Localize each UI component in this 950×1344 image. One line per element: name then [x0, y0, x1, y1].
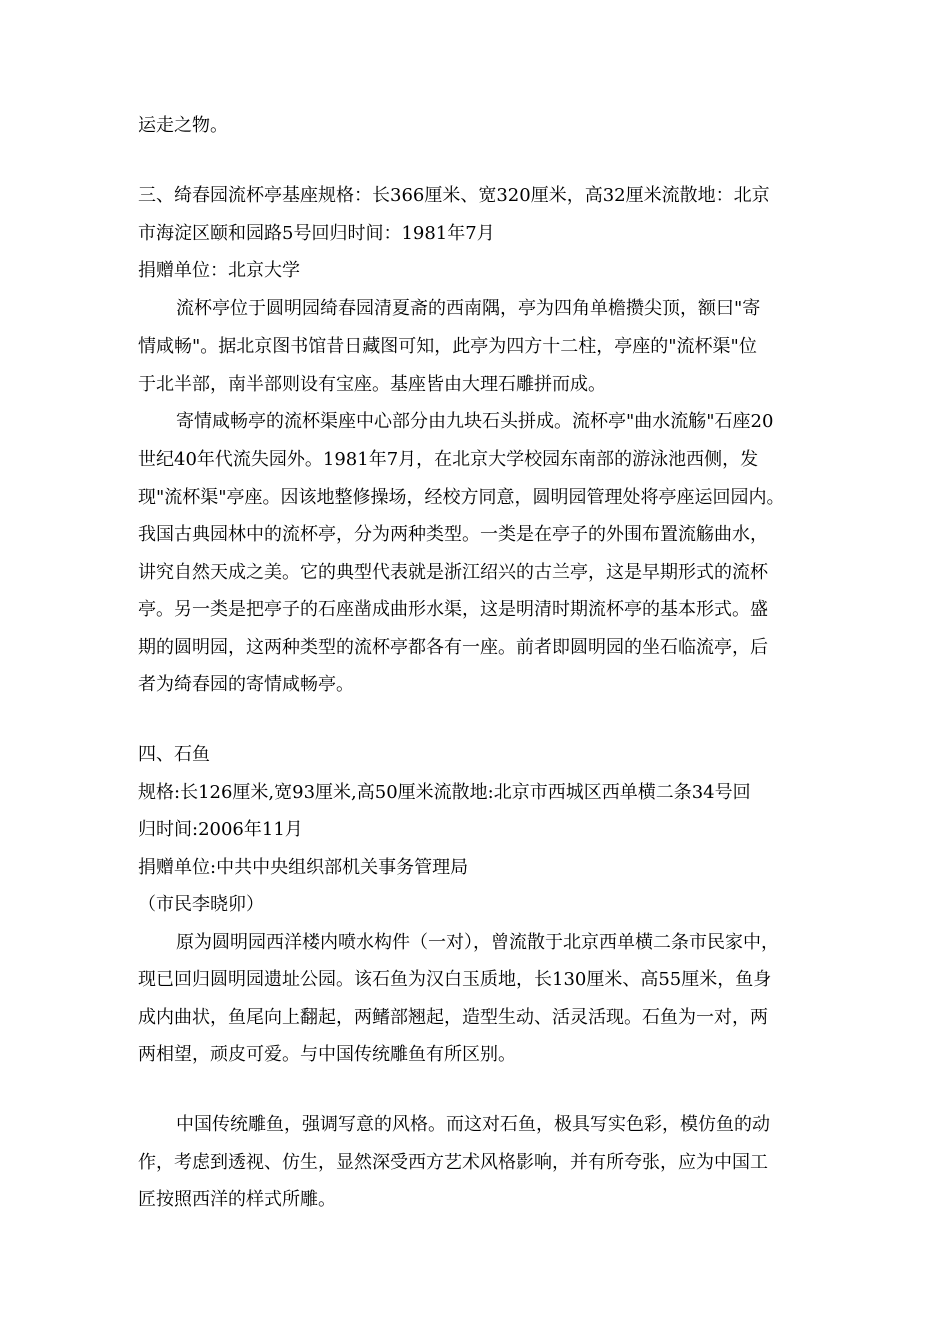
paragraph-line: 中国传统雕鱼，强调写意的风格。而这对石鱼，极具写实色彩，模仿鱼的动 — [176, 1114, 770, 1135]
paragraph-line: 原为圆明园西洋楼内喷水构件（一对），曾流散于北京西单横二条市民家中， — [176, 932, 779, 953]
paragraph-line: 匠按照西洋的样式所雕。 — [138, 1189, 336, 1210]
paragraph-line: 成内曲状，鱼尾向上翻起，两鳍部翘起，造型生动、活灵活现。石鱼为一对，两 — [138, 1007, 768, 1028]
paragraph-line: 寄情咸畅亭的流杯渠座中心部分由九块石头拼成。流杯亭"曲水流觞"石座20 — [176, 411, 774, 432]
spec-line: 归时间:2006年11月 — [138, 819, 303, 840]
donor-line: 捐赠单位:中共中央组织部机关事务管理局 — [138, 857, 469, 878]
paragraph-line: 期的圆明园，这两种类型的流杯亭都各有一座。前者即圆明园的坐石临流亭，后 — [138, 637, 768, 658]
paragraph-line: 现已回归圆明园遗址公园。该石鱼为汉白玉质地，长130厘米、高55厘米，鱼身 — [138, 969, 772, 990]
text-line: 运走之物。 — [138, 115, 228, 136]
paragraph-line: 我国古典园林中的流杯亭，分为两种类型。一类是在亭子的外围布置流觞曲水， — [138, 524, 768, 545]
paragraph-line: 两相望，顽皮可爱。与中国传统雕鱼有所区别。 — [138, 1044, 516, 1065]
paragraph-line: 讲究自然天成之美。它的典型代表就是浙江绍兴的古兰亭，这是早期形式的流杯 — [138, 562, 768, 583]
section-heading-shiyu: 四、石鱼 — [138, 744, 210, 765]
donor-note: （市民李晓卯） — [138, 894, 264, 915]
paragraph-line: 流杯亭位于圆明园绮春园清夏斋的西南隅，亭为四角单檐攒尖顶，额曰"寄 — [176, 298, 761, 319]
paragraph-line: 亭。另一类是把亭子的石座凿成曲形水渠，这是明清时期流杯亭的基本形式。盛 — [138, 599, 768, 620]
paragraph-line: 作，考虑到透视、仿生，显然深受西方艺术风格影响，并有所夸张，应为中国工 — [138, 1152, 768, 1173]
paragraph-line: 者为绮春园的寄情咸畅亭。 — [138, 674, 354, 695]
paragraph-line: 现"流杯渠"亭座。因该地整修操场，经校方同意，圆明园管理处将亭座运回园内。 — [138, 487, 785, 508]
paragraph-line: 世纪40年代流失园外。1981年7月，在北京大学校园东南部的游泳池西侧，发 — [138, 449, 759, 470]
paragraph-line: 于北半部，南半部则设有宝座。基座皆由大理石雕拼而成。 — [138, 374, 606, 395]
donor-line: 捐赠单位：北京大学 — [138, 260, 300, 281]
text-line: 市海淀区颐和园路5号回归时间：1981年7月 — [138, 223, 495, 244]
spec-line: 规格:长126厘米,宽93厘米,高50厘米流散地:北京市西城区西单横二条34号回 — [138, 782, 751, 803]
paragraph-line: 情咸畅"。据北京图书馆昔日藏图可知，此亭为四方十二柱，亭座的"流杯渠"位 — [138, 336, 757, 357]
section-heading-liubeiting: 三、绮春园流杯亭基座规格：长366厘米、宽320厘米，高32厘米流散地：北京 — [138, 185, 770, 206]
